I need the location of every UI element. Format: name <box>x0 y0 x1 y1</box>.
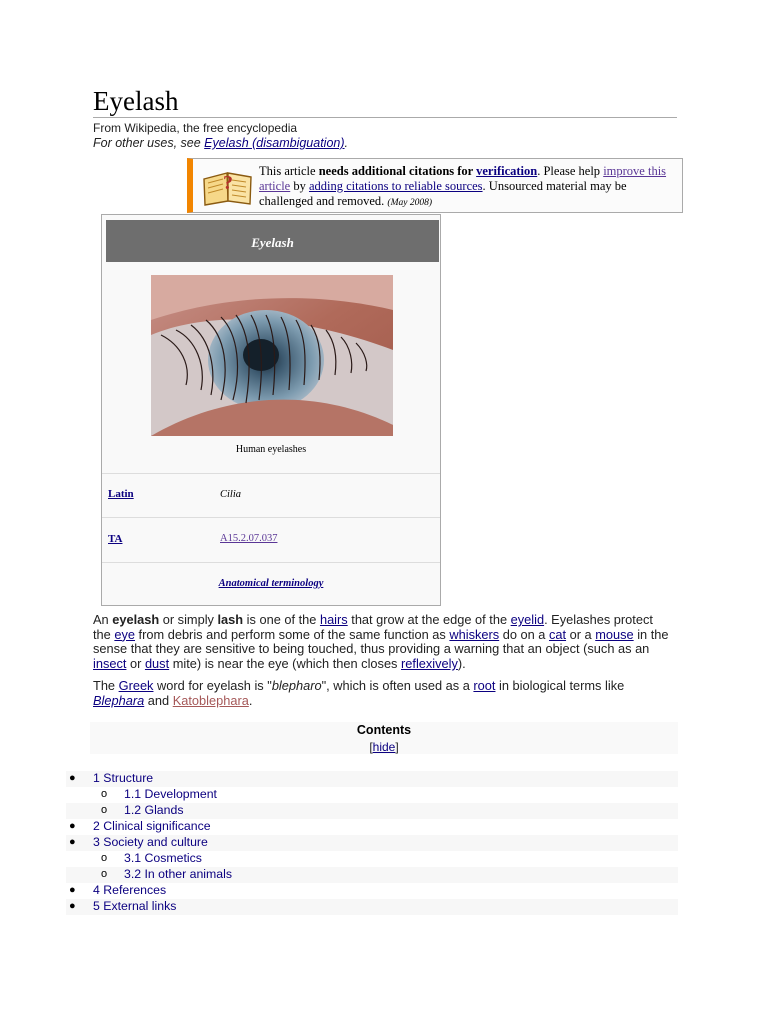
text: . Eyelashes protect the <box>93 612 653 642</box>
infobox-divider <box>102 517 440 518</box>
toc-item <box>66 867 678 883</box>
toc-item <box>66 883 678 899</box>
etymology-paragraph <box>93 679 669 708</box>
book-question-icon <box>201 167 255 207</box>
toc-item <box>66 787 678 803</box>
term-bold: lash <box>217 612 244 627</box>
citation-notice <box>187 158 683 213</box>
text: mite) is near the eye (which then closes <box>169 656 402 672</box>
toc-link[interactable]: 5 External links <box>93 899 177 913</box>
hatnote <box>93 136 348 150</box>
text: . <box>248 692 253 708</box>
toc-item <box>66 819 678 835</box>
page-title: Eyelash <box>93 86 179 116</box>
toc-link[interactable]: 3.2 In other animals <box>124 867 233 881</box>
latin-value: Cilia <box>220 489 242 500</box>
toc-header <box>90 722 678 754</box>
toc-hide-link[interactable]: hide <box>372 740 396 754</box>
whiskers-link[interactable]: whiskers <box>449 626 500 642</box>
toc-item <box>66 899 678 915</box>
text: The <box>93 678 119 693</box>
text: word for eyelash is " <box>153 678 272 693</box>
hatnote-prefix: For other uses, see <box>93 136 205 150</box>
improve-article-link[interactable]: improve this article <box>259 164 667 193</box>
bullet-icon: ● <box>69 900 76 912</box>
notice-text-2: . Please help <box>537 164 604 178</box>
adding-citations-link[interactable]: adding citations to reliable sources <box>308 179 483 193</box>
katoblephara-redlink[interactable]: Katoblephara <box>172 692 249 708</box>
bullet-icon: ● <box>69 884 76 896</box>
hairs-link[interactable]: hairs <box>319 612 348 627</box>
anatomical-terminology-link[interactable]: Anatomical terminology <box>218 578 324 589</box>
toc-link[interactable]: 4 References <box>93 883 167 897</box>
infobox-caption: Human eyelashes <box>235 444 307 455</box>
insect-link[interactable]: insect <box>93 656 127 672</box>
circle-bullet-icon: o <box>101 804 108 816</box>
text: or a <box>566 626 596 642</box>
reflexively-link[interactable]: reflexively <box>401 656 458 672</box>
text: from debris and perform some of the same function as <box>135 626 450 642</box>
notice-text-1: This article <box>259 164 319 178</box>
notice-text-bold: needs additional citations for <box>318 164 477 178</box>
toc-link[interactable]: 1.1 Development <box>124 787 217 801</box>
cat-link[interactable]: cat <box>548 626 567 642</box>
toc-item <box>66 835 678 851</box>
greek-link[interactable]: Greek <box>118 678 154 693</box>
mouse-link[interactable]: mouse <box>595 626 634 642</box>
text: and <box>144 692 173 708</box>
ta-label-link[interactable]: TA <box>108 533 123 545</box>
text: do on a <box>499 626 549 642</box>
circle-bullet-icon: o <box>101 852 108 864</box>
text: in the sense that they are sensitive to being touched, thus providing a warning that an object (such as an <box>93 626 669 657</box>
svg-text:?: ? <box>223 172 233 194</box>
text: in biological terms like <box>495 678 625 693</box>
toc-link[interactable]: 3 Society and culture <box>93 835 208 849</box>
notice-text-3: by <box>290 179 309 193</box>
eyelash-photo[interactable] <box>151 275 393 436</box>
toc-item <box>66 771 678 787</box>
blephara-link[interactable]: Blephara <box>93 692 145 708</box>
dust-link[interactable]: dust <box>144 656 170 672</box>
eye-link[interactable]: eye <box>114 626 135 642</box>
notice-date: (May 2008) <box>387 198 433 208</box>
notice-text-4: . Unsourced material may be challenged and removed. <box>259 179 627 208</box>
toc-item <box>66 851 678 867</box>
text: or simply <box>159 612 218 627</box>
infobox <box>101 214 441 606</box>
text: or <box>126 656 145 672</box>
term-italic: blepharo <box>271 678 322 693</box>
term-bold: eyelash <box>112 612 160 627</box>
text: ", which is often used as a <box>321 678 474 693</box>
toc-link[interactable]: 3.1 Cosmetics <box>124 851 202 865</box>
toc-link[interactable]: 1.2 Glands <box>124 803 184 817</box>
bullet-icon: ● <box>69 820 76 832</box>
latin-label-link[interactable]: Latin <box>108 488 134 500</box>
bullet-icon: ● <box>69 772 76 784</box>
intro-paragraph <box>93 613 669 672</box>
toc-link[interactable]: 1 Structure <box>93 771 154 785</box>
text: ). <box>457 656 466 672</box>
toc-item <box>66 803 678 819</box>
toc-toggle: [hide] <box>369 740 399 754</box>
verification-link[interactable]: verification <box>476 164 538 178</box>
notice-text <box>259 164 679 211</box>
circle-bullet-icon: o <box>101 788 108 800</box>
disambiguation-link[interactable]: Eyelash (disambiguation) <box>204 136 345 150</box>
toc-list <box>66 771 678 915</box>
infobox-divider <box>102 473 440 474</box>
tagline: From Wikipedia, the free encyclopedia <box>93 121 298 135</box>
toc-link[interactable]: 2 Clinical significance <box>93 819 211 833</box>
ta-value-link[interactable]: A15.2.07.037 <box>220 533 278 544</box>
infobox-divider <box>102 562 440 563</box>
root-link[interactable]: root <box>473 678 496 693</box>
title-divider <box>93 117 677 118</box>
infobox-title: Eyelash <box>106 220 439 262</box>
toc-title: Contents <box>356 723 412 737</box>
text: is one of the <box>243 612 320 627</box>
text: that grow at the edge of the <box>347 612 511 627</box>
hatnote-suffix: . <box>344 136 349 150</box>
bullet-icon: ● <box>69 836 76 848</box>
eyelid-link[interactable]: eyelid <box>510 612 545 627</box>
text: An <box>93 612 113 627</box>
circle-bullet-icon: o <box>101 868 108 880</box>
infobox-footer <box>102 578 440 589</box>
